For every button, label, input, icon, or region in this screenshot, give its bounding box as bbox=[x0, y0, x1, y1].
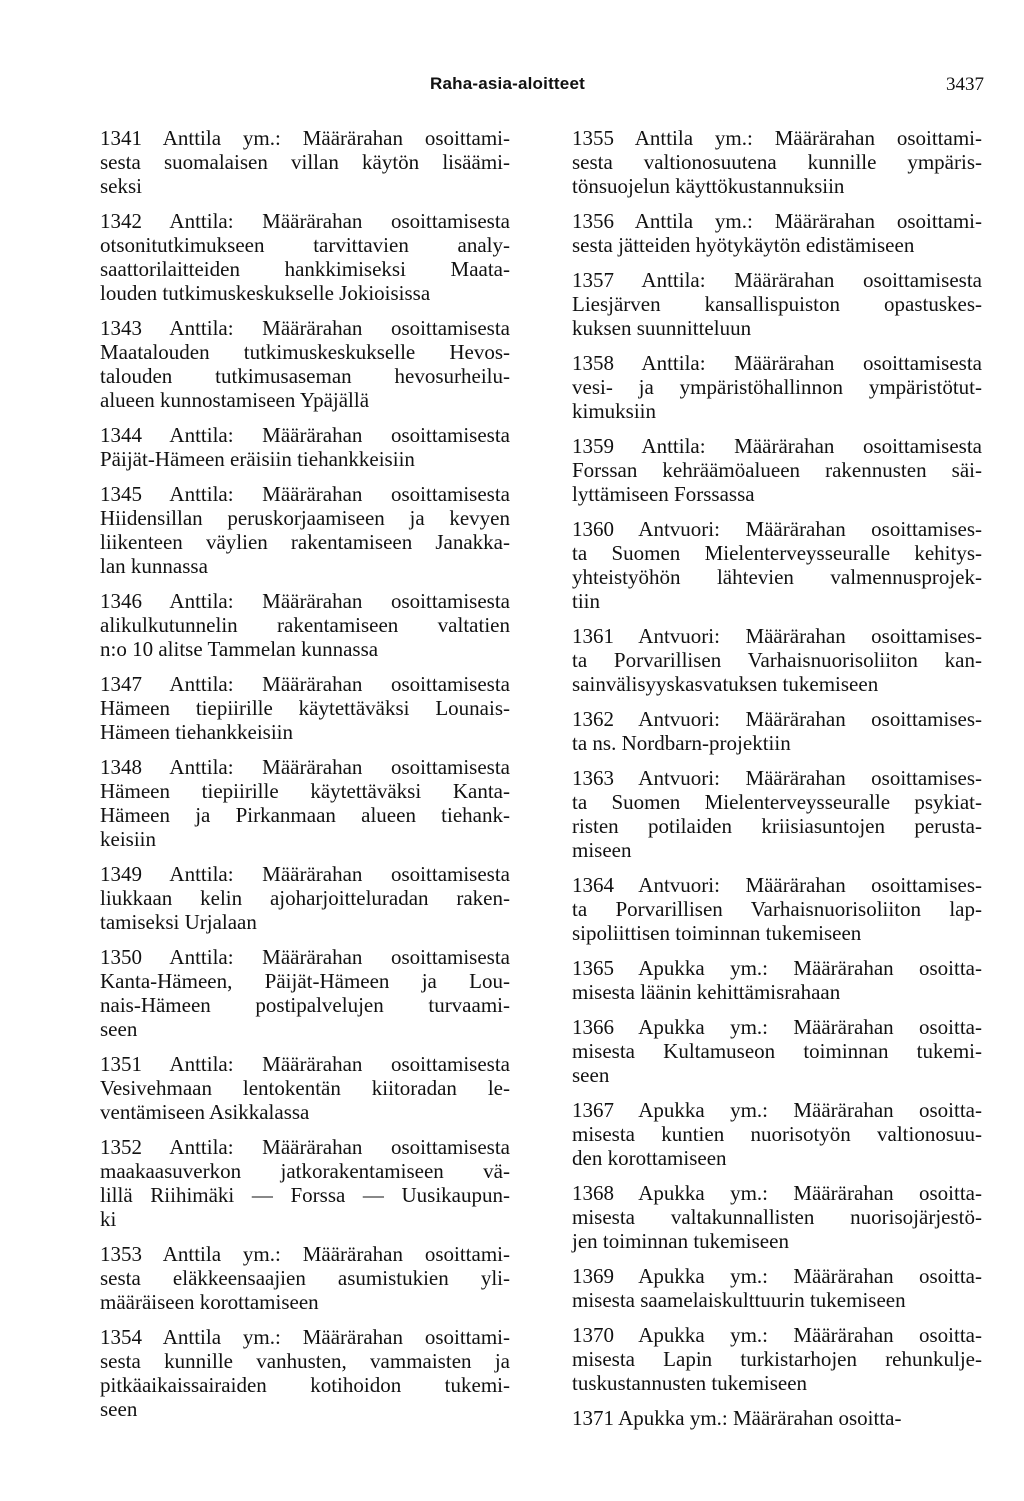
motion-entry bbox=[100, 316, 510, 412]
entry-line: liikenteen väylien rakentamiseen Janakka- bbox=[100, 530, 510, 554]
entry-line: misesta Lapin turkistarhojen rehunkulje- bbox=[572, 1347, 982, 1371]
motion-entry bbox=[100, 1325, 510, 1421]
motion-entry bbox=[572, 1181, 982, 1253]
entry-line: sesta kunnille vanhusten, vammaisten ja bbox=[100, 1349, 510, 1373]
entry-line: jen toiminnan tukemiseen bbox=[572, 1229, 789, 1253]
entry-line: 1347 Anttila: Määrärahan osoittamisesta bbox=[100, 672, 510, 696]
entry-line: n:o 10 alitse Tammelan kunnassa bbox=[100, 637, 379, 661]
motion-entry bbox=[572, 956, 982, 1004]
entry-line: Vesivehmaan lentokentän kiitoradan le- bbox=[100, 1076, 510, 1100]
entry-line: 1344 Anttila: Määrärahan osoittamisesta bbox=[100, 423, 510, 447]
entry-line: määräiseen korottamiseen bbox=[100, 1290, 319, 1314]
motion-entry bbox=[100, 1052, 510, 1124]
motion-entry bbox=[572, 873, 982, 945]
entry-line: 1342 Anttila: Määrärahan osoittamisesta bbox=[100, 209, 510, 233]
entry-line: seksi bbox=[100, 174, 142, 198]
entry-line: 1362 Antvuori: Määrärahan osoittamises- bbox=[572, 707, 982, 731]
motion-entry bbox=[100, 672, 510, 744]
motion-entry bbox=[572, 268, 982, 340]
entry-line: lan kunnassa bbox=[100, 554, 208, 578]
entry-line: Kanta-Hämeen, Päijät-Hämeen ja Lou- bbox=[100, 969, 510, 993]
entry-line: sesta jätteiden hyötykäytön edistämiseen bbox=[572, 233, 915, 257]
motion-entry bbox=[572, 1098, 982, 1170]
entry-line: 1371 Apukka ym.: Määrärahan osoitta- bbox=[572, 1406, 902, 1430]
motion-entry bbox=[572, 1015, 982, 1087]
entry-line: Hämeen tiepiirille käytettäväksi Kanta- bbox=[100, 779, 510, 803]
entry-line: 1370 Apukka ym.: Määrärahan osoitta- bbox=[572, 1323, 982, 1347]
entry-line: lillä Riihimäki — Forssa — Uusikaupun- bbox=[100, 1183, 510, 1207]
entry-line: misesta kuntien nuorisotyön valtionosuu- bbox=[572, 1122, 982, 1146]
entry-line: ta ns. Nordbarn-projektiin bbox=[572, 731, 791, 755]
entry-line: 1354 Anttila ym.: Määrärahan osoittami- bbox=[100, 1325, 510, 1349]
left-column bbox=[100, 126, 510, 1432]
entry-line: 1355 Anttila ym.: Määrärahan osoittami- bbox=[572, 126, 982, 150]
entry-line: ta Suomen Mielenterveysseuralle psykiat- bbox=[572, 790, 982, 814]
entry-line: 1366 Apukka ym.: Määrärahan osoitta- bbox=[572, 1015, 982, 1039]
right-column bbox=[572, 126, 982, 1441]
entry-line: 1349 Anttila: Määrärahan osoittamisesta bbox=[100, 862, 510, 886]
motion-entry bbox=[100, 423, 510, 471]
motion-entry bbox=[100, 945, 510, 1041]
motion-entry bbox=[572, 434, 982, 506]
entry-line: otsonitutkimukseen tarvittavien analy- bbox=[100, 233, 510, 257]
entry-line: 1367 Apukka ym.: Määrärahan osoitta- bbox=[572, 1098, 982, 1122]
motion-entry bbox=[572, 209, 982, 257]
motion-entry bbox=[572, 707, 982, 755]
entry-line: 1346 Anttila: Määrärahan osoittamisesta bbox=[100, 589, 510, 613]
entry-line: miseen bbox=[572, 838, 632, 862]
motion-entry bbox=[572, 1323, 982, 1395]
entry-line: lyttämiseen Forssassa bbox=[572, 482, 755, 506]
motion-entry bbox=[572, 351, 982, 423]
entry-line: yhteistyöhön lähtevien valmennusprojek- bbox=[572, 565, 982, 589]
entry-line: louden tutkimuskeskukselle Jokioisissa bbox=[100, 281, 431, 305]
entry-line: ki bbox=[100, 1207, 117, 1231]
entry-line: 1348 Anttila: Määrärahan osoittamisesta bbox=[100, 755, 510, 779]
entry-line: 1353 Anttila ym.: Määrärahan osoittami- bbox=[100, 1242, 510, 1266]
page-header bbox=[0, 74, 1024, 104]
entry-line: Liesjärven kansallispuiston opastuskes- bbox=[572, 292, 982, 316]
entry-line: 1369 Apukka ym.: Määrärahan osoitta- bbox=[572, 1264, 982, 1288]
entry-line: talouden tutkimusaseman hevosurheilu- bbox=[100, 364, 510, 388]
entry-line: keisiin bbox=[100, 827, 156, 851]
entry-line: 1351 Anttila: Määrärahan osoittamisesta bbox=[100, 1052, 510, 1076]
motion-entry bbox=[572, 766, 982, 862]
motion-entry bbox=[100, 589, 510, 661]
motion-entry bbox=[100, 482, 510, 578]
entry-line: sainvälisyyskasvatuksen tukemiseen bbox=[572, 672, 879, 696]
entry-line: kimuksiin bbox=[572, 399, 657, 423]
motion-entry bbox=[572, 517, 982, 613]
motion-entry bbox=[572, 624, 982, 696]
entry-line: 1345 Anttila: Määrärahan osoittamisesta bbox=[100, 482, 510, 506]
entry-line: 1352 Anttila: Määrärahan osoittamisesta bbox=[100, 1135, 510, 1159]
running-title: Raha-asia-aloitteet bbox=[430, 74, 585, 93]
motion-entry bbox=[572, 1264, 982, 1312]
entry-line: ta Suomen Mielenterveysseuralle kehitys- bbox=[572, 541, 982, 565]
entry-line: 1360 Antvuori: Määrärahan osoittamises- bbox=[572, 517, 982, 541]
entry-line: sesta eläkkeensaajien asumistukien yli- bbox=[100, 1266, 510, 1290]
entry-line: tamiseksi Urjalaan bbox=[100, 910, 257, 934]
entry-line: kuksen suunnitteluun bbox=[572, 316, 752, 340]
entry-line: Hämeen tiehankkeisiin bbox=[100, 720, 294, 744]
entry-line: Päijät-Hämeen eräisiin tiehankkeisiin bbox=[100, 447, 415, 471]
entry-line: 1350 Anttila: Määrärahan osoittamisesta bbox=[100, 945, 510, 969]
motion-entry bbox=[100, 126, 510, 198]
motion-entry bbox=[100, 1135, 510, 1231]
entry-line: Hämeen ja Pirkanmaan alueen tiehank- bbox=[100, 803, 510, 827]
entry-line: ventämiseen Asikkalassa bbox=[100, 1100, 310, 1124]
entry-line: Maatalouden tutkimuskeskukselle Hevos- bbox=[100, 340, 510, 364]
entry-line: seen bbox=[100, 1397, 138, 1421]
entry-line: misesta läänin kehittämisrahaan bbox=[572, 980, 841, 1004]
entry-line: 1364 Antvuori: Määrärahan osoittamises- bbox=[572, 873, 982, 897]
entry-line: 1357 Anttila: Määrärahan osoittamisesta bbox=[572, 268, 982, 292]
entry-line: ta Porvarillisen Varhaisnuorisoliiton lap- bbox=[572, 897, 982, 921]
entry-line: alueen kunnostamiseen Ypäjällä bbox=[100, 388, 370, 412]
motion-entry bbox=[572, 1406, 982, 1430]
entry-line: 1359 Anttila: Määrärahan osoittamisesta bbox=[572, 434, 982, 458]
entry-line: nais-Hämeen postipalvelujen turvaami- bbox=[100, 993, 510, 1017]
entry-line: seen bbox=[572, 1063, 610, 1087]
entry-line: 1341 Anttila ym.: Määrärahan osoittami- bbox=[100, 126, 510, 150]
entry-line: sipoliittisen toiminnan tukemiseen bbox=[572, 921, 862, 945]
entry-line: saattorilaitteiden hankkimiseksi Maata- bbox=[100, 257, 510, 281]
entry-line: 1356 Anttila ym.: Määrärahan osoittami- bbox=[572, 209, 982, 233]
entry-line: Forssan kehräämöalueen rakennusten säi- bbox=[572, 458, 982, 482]
entry-line: ta Porvarillisen Varhaisnuorisoliiton kan- bbox=[572, 648, 982, 672]
entry-line: 1358 Anttila: Määrärahan osoittamisesta bbox=[572, 351, 982, 375]
entry-line: risten potilaiden kriisiasuntojen perusta- bbox=[572, 814, 982, 838]
entry-line: 1368 Apukka ym.: Määrärahan osoitta- bbox=[572, 1181, 982, 1205]
entry-line: Hiidensillan peruskorjaamiseen ja kevyen bbox=[100, 506, 510, 530]
entry-line: tuskustannusten tukemiseen bbox=[572, 1371, 808, 1395]
entry-line: 1361 Antvuori: Määrärahan osoittamises- bbox=[572, 624, 982, 648]
entry-line: den korottamiseen bbox=[572, 1146, 727, 1170]
entry-line: 1363 Antvuori: Määrärahan osoittamises- bbox=[572, 766, 982, 790]
entry-line: 1343 Anttila: Määrärahan osoittamisesta bbox=[100, 316, 510, 340]
entry-line: seen bbox=[100, 1017, 138, 1041]
entry-line: tönsuojelun käyttökustannuksiin bbox=[572, 174, 845, 198]
entry-line: 1365 Apukka ym.: Määrärahan osoitta- bbox=[572, 956, 982, 980]
entry-line: alikulkutunnelin rakentamiseen valtatien bbox=[100, 613, 510, 637]
entry-line: misesta saamelaiskulttuurin tukemiseen bbox=[572, 1288, 906, 1312]
entry-line: liukkaan kelin ajoharjoitteluradan raken- bbox=[100, 886, 510, 910]
entry-line: maakaasuverkon jatkorakentamiseen vä- bbox=[100, 1159, 510, 1183]
entry-line: vesi- ja ympäristöhallinnon ympäristötut- bbox=[572, 375, 982, 399]
entry-line: Hämeen tiepiirille käytettäväksi Lounais- bbox=[100, 696, 510, 720]
entry-line: tiin bbox=[572, 589, 601, 613]
entry-line: misesta Kultamuseon toiminnan tukemi- bbox=[572, 1039, 982, 1063]
entry-line: pitkäaikaissairaiden kotihoidon tukemi- bbox=[100, 1373, 510, 1397]
motion-entry bbox=[100, 862, 510, 934]
entry-line: misesta valtakunnallisten nuorisojärjestö- bbox=[572, 1205, 982, 1229]
motion-entry bbox=[572, 126, 982, 198]
entry-line: sesta valtionosuutena kunnille ympäris- bbox=[572, 150, 982, 174]
motion-entry bbox=[100, 1242, 510, 1314]
entry-line: sesta suomalaisen villan käytön lisäämi- bbox=[100, 150, 510, 174]
motion-entry bbox=[100, 209, 510, 305]
motion-entry bbox=[100, 755, 510, 851]
page-number: 3437 bbox=[946, 74, 984, 95]
